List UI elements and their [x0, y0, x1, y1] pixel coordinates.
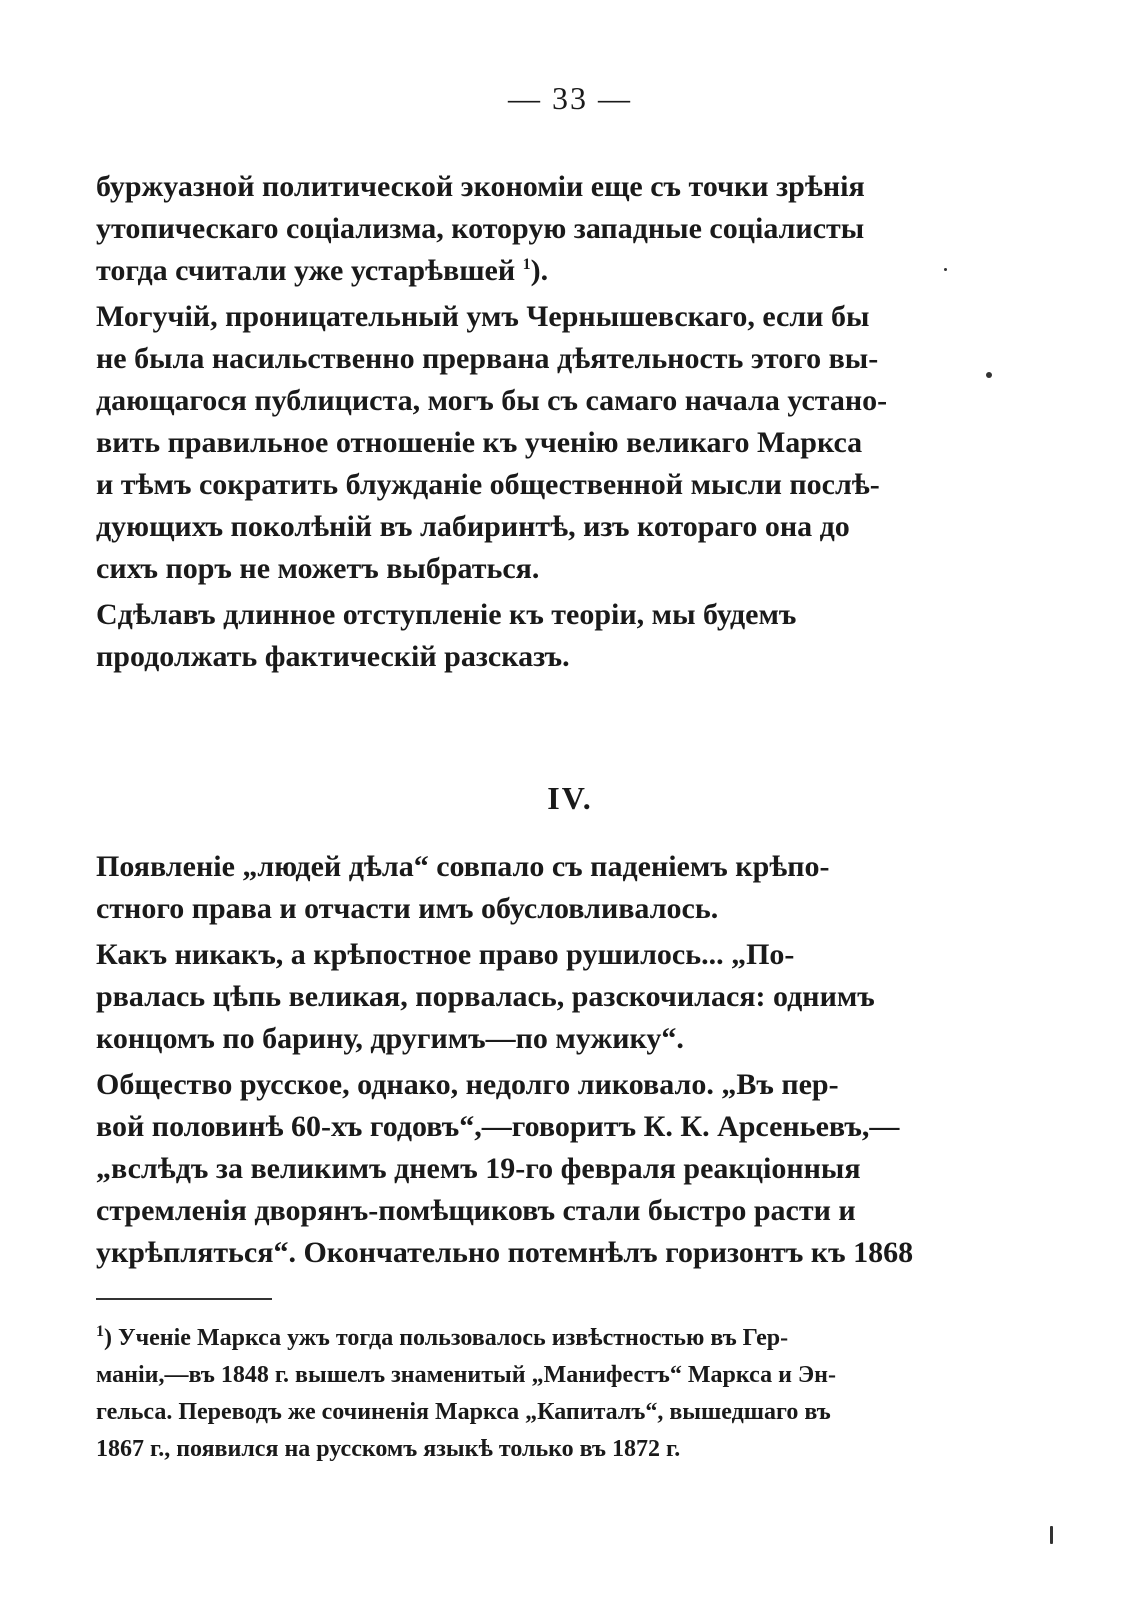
paragraph-5	[96, 934, 966, 1060]
paragraph-6	[96, 1064, 966, 1274]
print-speck	[1050, 1526, 1053, 1544]
footnote-ref[interactable]: 1	[522, 256, 531, 273]
paragraph-3	[96, 594, 966, 678]
text-fragment: ).	[530, 254, 549, 287]
text-line: стного права и отчасти имъ обусловливалось.	[96, 892, 719, 925]
text-line: Могучій, проницательный умъ Чернышевскаго, если бы	[96, 300, 870, 333]
text-line: Общество русское, однако, недолго ликовало. „Въ пер-	[96, 1068, 839, 1101]
footnote-line: маніи,—въ 1848 г. вышелъ знаменитый „Манифестъ“ Маркса и Эн-	[96, 1362, 837, 1388]
main-text-bottom	[96, 846, 966, 1274]
text-line: концомъ по барину, другимъ—по мужику“.	[96, 1022, 684, 1055]
text-line: сихъ поръ не можетъ выбраться.	[96, 552, 540, 585]
text-fragment: тогда считали уже устарѣвшей	[96, 254, 516, 287]
page-number: — 33 —	[508, 80, 632, 116]
footnote-line: гельса. Переводъ же сочиненія Маркса „Капиталъ“, вышедшаго въ	[96, 1399, 831, 1425]
text-line: Сдѣлавъ длинное отступленіе къ теоріи, мы будемъ	[96, 598, 797, 631]
text-line: вить правильное отношеніе къ ученію великаго Маркса	[96, 426, 863, 459]
paragraph-1	[96, 166, 966, 292]
section-heading: IV.	[547, 780, 593, 816]
text-line: и тѣмъ сократить блужданіе общественной мысли послѣ-	[96, 468, 880, 501]
text-line: дающагося публициста, могъ бы съ самаго начала устано-	[96, 384, 888, 417]
text-fragment: ) Ученіе Маркса ужъ тогда пользовалось извѣстностью въ Гер-	[104, 1325, 789, 1351]
text-line: дующихъ поколѣній въ лабиринтѣ, изъ котораго она до	[96, 510, 850, 543]
text-line: стремленія дворянъ-помѣщиковъ стали быстро расти и	[96, 1194, 856, 1227]
text-line: вой половинѣ 60-хъ годовъ“,—говоритъ К. К. Арсеньевъ,—	[96, 1110, 900, 1143]
text-line: утопическаго соціализма, которую западные соціалисты	[96, 212, 865, 245]
footnote-line	[96, 1320, 966, 1357]
text-line: укрѣпляться“. Окончательно потемнѣлъ горизонтъ къ 1868	[96, 1236, 914, 1269]
text-line: „вслѣдъ за великимъ днемъ 19-го февраля реакціонныя	[96, 1152, 861, 1185]
print-speck	[986, 372, 992, 378]
text-line: буржуазной политической экономіи еще съ точки зрѣнія	[96, 170, 865, 203]
text-line: Какъ никакъ, а крѣпостное право рушилось... „По-	[96, 938, 795, 971]
paragraph-2	[96, 296, 966, 590]
paragraph-4	[96, 846, 966, 930]
footnote-line: 1867 г., появился на русскомъ языкѣ только въ 1872 г.	[96, 1436, 681, 1462]
print-speck	[944, 268, 947, 271]
footnote	[96, 1320, 966, 1468]
footnote-divider	[96, 1298, 272, 1300]
text-line	[96, 250, 966, 292]
text-line: Появленіе „людей дѣла“ совпало съ паденіемъ крѣпо-	[96, 850, 830, 883]
text-line: рвалась цѣпь великая, порвалась, разскочилася: однимъ	[96, 980, 875, 1013]
text-line: продолжать фактическій разсказъ.	[96, 640, 570, 673]
footnote-mark: 1	[96, 1323, 104, 1340]
text-line: не была насильственно прервана дѣятельность этого вы-	[96, 342, 879, 375]
main-text-top	[96, 162, 966, 678]
